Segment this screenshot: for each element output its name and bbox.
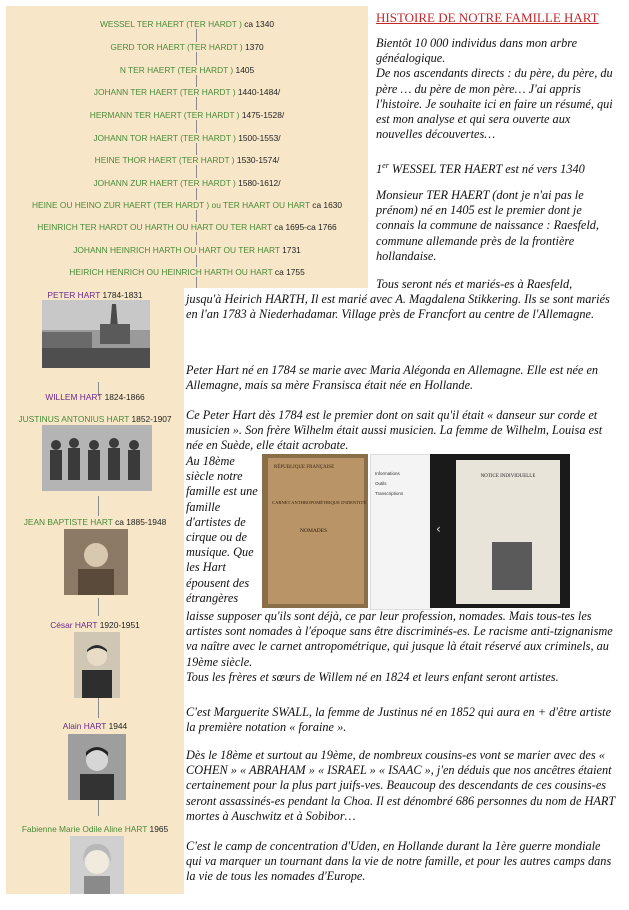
- booklet-title: CARNET ANTHROPOMÉTRIQUE D'IDENTITÉ: [272, 500, 367, 505]
- menu-item[interactable]: Outils: [375, 481, 387, 486]
- ancestor-entry: N TER HAERT (TER HARDT ) 1405: [119, 65, 255, 75]
- ancestor-entry: WESSEL TER HAERT (TER HARDT ) ca 1340: [99, 19, 275, 29]
- ancestor-entry: HEIRICH HENRICH OU HEINRICH HARTH OU HART ca 1755: [69, 267, 305, 277]
- ancestor-entry: HEINRICH TER HARDT OU HARTH OU HART OU TER HART ca 1695-ca 1766: [37, 222, 337, 232]
- ancestor-entry: JOHANN ZUR HAERT (TER HARDT ) 1580-1612/: [93, 178, 281, 188]
- paragraph: Monsieur TER HAERT (dont je n'ai pas le prénom) né en 1405 est le premier dont je connais la commune de naissance : Raesfeld, commune allemande près de la frontière hollandaise.: [376, 188, 600, 263]
- ancestor-entry: JOHANN TER HAERT (TER HARDT ) 1440-1484/: [93, 87, 281, 97]
- portrait-photo: [70, 836, 124, 894]
- paragraph: Au 18ème siècle notre famille est une famille d'artistes de cirque ou de musique. Que les Hart épousent des étrangères: [186, 454, 258, 605]
- menu-item[interactable]: Informations: [375, 471, 400, 476]
- document-viewer-menu: [370, 454, 432, 610]
- town-photo: [42, 300, 150, 368]
- ancestor-entry: GERD TOR HAERT (TER HARDT ) 1370: [110, 42, 264, 52]
- paragraph: jusqu'à Heirich HARTH, Il est marié avec A. Magdalena Stikkering. Ils se sont mariés en l'an 1783 à Niederhadamar. Village près de Francfort au centre de l'Allemagne.: [186, 292, 610, 322]
- paragraph-lead: Tous seront nés et mariés-es à Raesfeld,: [376, 277, 573, 291]
- id-photo: [492, 542, 532, 590]
- page-title: HISTOIRE DE NOTRE FAMILLE HART: [376, 10, 599, 25]
- paragraph: C'est Marguerite SWALL, la femme de Justinus né en 1852 qui aura en + d'être artiste la première notation « foraine ».: [186, 705, 612, 735]
- ancestor-entry: HEINE THOR HAERT (TER HARDT ) 1530-1574/: [94, 155, 280, 165]
- document-viewer-dark: [430, 454, 570, 608]
- paragraph: Ce Peter Hart dès 1784 est le premier dont on sait qu'il était « danseur sur corde et musicien ». Son frère Wilhelm était aussi musicien. La femme de Wilhelm, Louisa est née en Suède, elle était acrobate.: [186, 408, 603, 453]
- person-label: WILLEM HART 1824-1866: [45, 392, 145, 402]
- anthropometric-booklet-image: [262, 454, 368, 608]
- tree-connector-line: [98, 598, 99, 616]
- paragraph: 1er WESSEL TER HAERT est né vers 1340: [376, 161, 585, 177]
- menu-item[interactable]: Transcriptions: [375, 491, 404, 496]
- ancestor-entry: HEINE OU HEINO ZUR HAERT (TER HARDT ) ou TER HAART OU HART ca 1630: [31, 200, 343, 210]
- chevron-left-icon[interactable]: ‹: [436, 522, 441, 536]
- tree-connector-line: [98, 496, 99, 516]
- person-label: César HART 1920-1951: [50, 620, 140, 630]
- paragraph: Peter Hart né en 1784 se marie avec Maria Alégonda en Allemagne. Elle est née en Allemagne, mais sa mère Fransisca était née en Hollande.: [186, 363, 599, 393]
- booklet-subtitle: NOMADES: [300, 528, 328, 534]
- paragraph: Bientôt 10 000 individus dans mon arbre généalogique. De nos ascendants directs : du père, du père, du père … du père de mon père… J'ai appris l'histoire. Je souhaite ici en faire un résumé, qui est mon analyse et qui sera ouverte aux nouvelles découvertes…: [376, 36, 613, 142]
- ancestor-entry: HERMANN TER HAERT (TER HARDT ) 1475-1528/: [89, 110, 285, 120]
- portrait-photo: [68, 734, 126, 800]
- person-label: JUSTINUS ANTONIUS HART 1852-1907: [18, 414, 172, 424]
- booklet-header: RÉPUBLIQUE FRANÇAISE: [274, 465, 335, 470]
- person-label: PETER HART 1784-1831: [47, 290, 143, 300]
- portrait-photo: [64, 529, 128, 595]
- person-label: Alain HART 1944: [62, 721, 128, 731]
- paragraph: laisse supposer qu'ils sont déjà, ce par leur profession, nomades. Mais tous-tes les artistes sont nomades à l'époque sans être discriminés-es. Le racisme anti-tzignanisme va naître avec le carnet antropométrique, qui jusque là était réservé aux criminels, au 19ème siècle. Tous les frères et sœurs de Willem né en 1824 et leurs enfant seront artistes.: [186, 609, 613, 684]
- ancestor-entry: JOHANN HEINRICH HARTH OU HART OU TER HART 1731: [73, 245, 301, 255]
- person-label: Fabienne Marie Odile Aline HART 1965: [21, 824, 169, 834]
- portrait-photo: [74, 632, 120, 698]
- group-photo: [42, 425, 152, 491]
- paragraph: C'est le camp de concentration d'Uden, en Hollande durant la 1ère guerre mondiale qui va marquer un tournant dans la vie de notre famille, et pour les autres camps dans la vie de tous les nomades d'Europe.: [186, 839, 612, 884]
- notice-title: NOTICE INDIVIDUELLE: [480, 474, 536, 479]
- paragraph: Dès le 18ème et surtout au 19ème, de nombreux cousins-es vont se marier avec des « COHEN » « ABRAHAM » « ISRAEL » « ISAAC », j'en déduis que nos ancêtres étaient certainement pour la plus part juifs-ves. Beaucoup des descendants de ces cousins-es seront assassinés-es pendant la Choa. Il est dénombré 686 personnes du nom de HART mortes à Auschwitz et à Sobibor…: [186, 748, 615, 823]
- ancestor-entry: JOHANN TOR HAERT (TER HARDT ) 1500-1553/: [93, 133, 281, 143]
- person-label: JEAN BAPTISTE HART ca 1885-1948: [23, 517, 167, 527]
